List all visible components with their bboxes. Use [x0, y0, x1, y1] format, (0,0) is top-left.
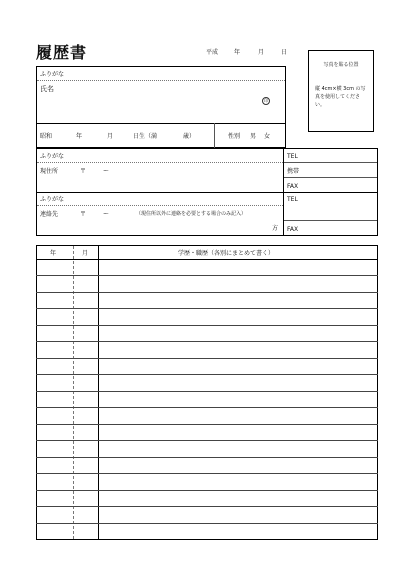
photo-box[interactable] — [308, 50, 374, 132]
contact-suffix: 方 — [272, 225, 279, 232]
history-row[interactable] — [37, 491, 377, 505]
date-day-label: 日 — [281, 49, 288, 56]
history-col-year: 年 — [50, 250, 57, 257]
contact-postal-dash: ー — [103, 211, 110, 218]
history-row[interactable] — [37, 326, 377, 340]
birth-month-label: 月 — [107, 133, 114, 140]
history-row[interactable] — [37, 375, 377, 389]
name-field[interactable] — [40, 82, 280, 122]
birth-day-label: 日生（満 — [133, 133, 158, 140]
history-row[interactable] — [37, 474, 377, 488]
address-label: 現住所 — [40, 168, 59, 175]
contact-label: 連絡先 — [40, 211, 59, 218]
history-row[interactable] — [37, 425, 377, 439]
photo-instructions — [315, 85, 369, 109]
address-field[interactable] — [40, 163, 280, 191]
address-furigana-label: ふりがな — [40, 153, 65, 160]
address-mobile-label: 携帯 — [287, 168, 300, 175]
name-label: 氏名 — [40, 85, 54, 93]
date-month-label: 月 — [258, 49, 265, 56]
history-row[interactable] — [37, 408, 377, 422]
birth-era: 昭和 — [40, 133, 53, 140]
history-row[interactable] — [37, 392, 377, 406]
age-unit: 歳） — [183, 133, 196, 140]
contact-postal-mark: 〒 — [80, 211, 87, 218]
history-row[interactable] — [37, 276, 377, 290]
contact-tel-label: TEL — [287, 196, 298, 203]
history-row[interactable] — [37, 309, 377, 323]
history-row[interactable] — [37, 293, 377, 307]
history-row[interactable] — [37, 260, 377, 274]
history-row[interactable] — [37, 359, 377, 373]
name-furigana-label: ふりがな — [40, 71, 65, 78]
history-col-detail: 学歴・職歴（各別にまとめて書く） — [178, 250, 275, 257]
address-tel-label: TEL — [287, 153, 298, 160]
photo-desc-line3: い。 — [315, 102, 326, 108]
photo-desc-line2: 真を使用してくださ — [315, 94, 361, 100]
history-row[interactable] — [37, 507, 377, 521]
date-era: 平成 — [206, 49, 219, 56]
photo-title: 写真を貼る位置 — [323, 62, 359, 68]
gender-female[interactable]: 女 — [264, 133, 271, 140]
photo-desc-line1: 縦 4cm×横 3cm の写 — [315, 86, 366, 92]
address-fax-label: FAX — [287, 183, 299, 190]
history-row[interactable] — [37, 524, 377, 538]
history-row[interactable] — [37, 342, 377, 356]
contact-field[interactable] — [40, 206, 280, 234]
gender-male[interactable]: 男 — [250, 133, 257, 140]
seal-mark: 印 — [264, 98, 268, 103]
gender-label: 性別 — [228, 133, 241, 140]
resume-title: 履歴書 — [36, 43, 88, 62]
history-col-month: 月 — [82, 250, 89, 257]
date-year-label: 年 — [234, 49, 241, 56]
contact-note: （現住所以外に連絡を必要とする場合のみ記入） — [136, 211, 247, 217]
history-row[interactable] — [37, 441, 377, 455]
contact-furigana-label: ふりがな — [40, 196, 65, 203]
contact-fax-label: FAX — [287, 226, 299, 233]
address-postal-mark: 〒 — [80, 168, 87, 175]
birth-year-label: 年 — [76, 133, 83, 140]
address-postal-dash: ー — [103, 168, 110, 175]
history-row[interactable] — [37, 458, 377, 472]
